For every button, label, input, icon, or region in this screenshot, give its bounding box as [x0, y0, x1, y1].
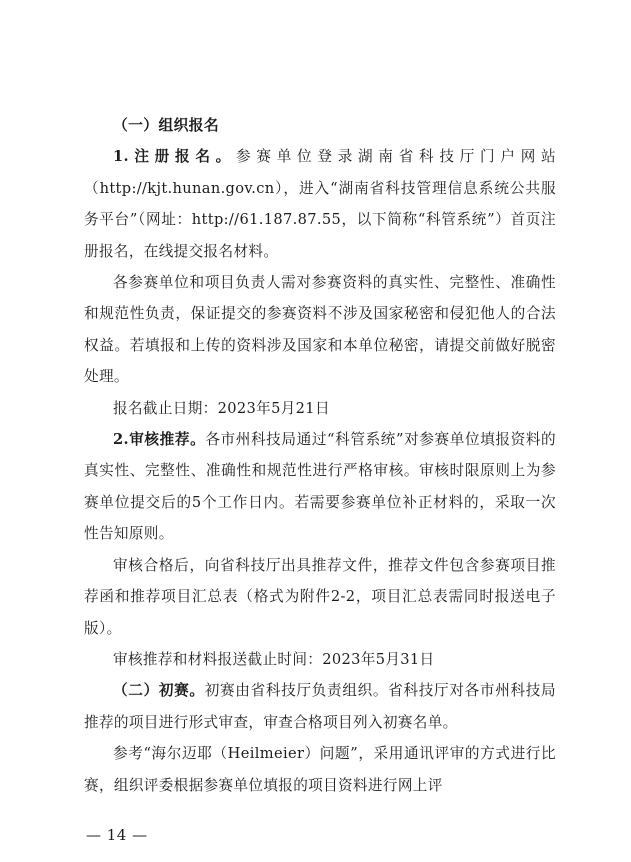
paragraph-heilmeier: 参考“海尔迈耶（Heilmeier）问题”，采用通讯评审的方式进行比赛，组织评委根据参赛单位填报的项目资料进行网上评 [84, 745, 556, 794]
paragraph-review-deadline: 审核推荐和材料报送截止时间：2023年5月31日 [113, 650, 435, 668]
section-heading: （一）组织报名 [113, 117, 220, 134]
page-number: — 14 — [86, 826, 148, 844]
preliminary-text: 初赛由省科技厅负责组织。省科技厅对各市州科技局推荐的项目进行形式审查，审查合格项目列入初赛名单。 [84, 682, 556, 731]
review-text: 各市州科技局通过“科管系统”对参赛单位填报资料的真实性、完整性、准确性和规范性进行严格审核。审核时限原则上为参赛单位提交后的5个工作日内。若需要参赛单位补正材料的，采取一次性告知原则。 [84, 431, 557, 543]
paragraph-registration-deadline: 报名截止日期：2023年5月21日 [113, 399, 330, 417]
preliminary-lead: （二）初赛。 [113, 682, 205, 700]
paragraph-review [84, 424, 556, 550]
registration-lead: 1.注册报名。 [113, 148, 237, 166]
review-lead: 2.审核推荐。 [113, 431, 206, 449]
paragraph-responsibility: 各参赛单位和项目负责人需对参赛资料的真实性、完整性、准确性和规范性负责，保证提交的参赛资料不涉及国家秘密和侵犯他人的合法权益。若填报和上传的资料涉及国家和本单位秘密，请提交前做好脱密处理。 [84, 274, 556, 386]
document-body [84, 110, 556, 801]
registration-text: 参赛单位登录湖南省科技厅门户网站（http://kjt.hunan.gov.cn），进入“湖南省科技管理信息系统公共服务平台”（网址：http://61.187.87.55，以下简称“科管系统”）首页注册报名，在线提交报名材料。 [84, 148, 556, 260]
paragraph-recommendation: 审核合格后，向省科技厅出具推荐文件，推荐文件包含参赛项目推荐函和推荐项目汇总表（格式为附件2-2，项目汇总表需同时报送电子版）。 [84, 556, 556, 637]
paragraph-preliminary [84, 675, 556, 738]
paragraph-registration [84, 141, 556, 267]
